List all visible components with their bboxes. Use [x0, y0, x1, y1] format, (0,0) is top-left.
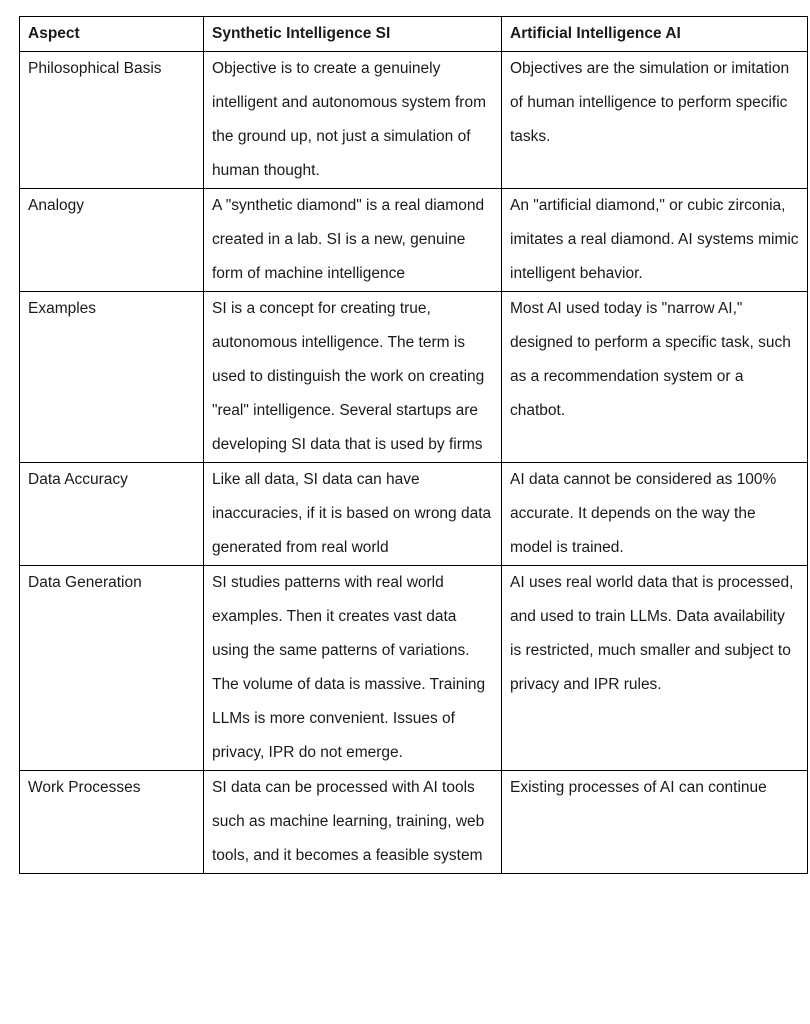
table-header-row — [20, 17, 808, 52]
table-row-analogy — [20, 189, 808, 292]
ai-cell: AI uses real world data that is processed, and used to train LLMs. Data availability is restricted, much smaller and subject to privacy and IPR rules. — [502, 566, 808, 771]
table-row-data-accuracy — [20, 463, 808, 566]
aspect-cell: Work Processes — [20, 771, 204, 874]
ai-cell: Objectives are the simulation or imitation of human intelligence to perform specific tasks. — [502, 52, 808, 189]
aspect-cell: Examples — [20, 292, 204, 463]
si-cell: SI is a concept for creating true, autonomous intelligence. The term is used to distinguish the work on creating "real" intelligence. Several startups are developing SI data that is used by firms — [204, 292, 502, 463]
aspect-cell: Philosophical Basis — [20, 52, 204, 189]
aspect-cell: Data Accuracy — [20, 463, 204, 566]
table-row-work-processes — [20, 771, 808, 874]
table-row-philosophical-basis — [20, 52, 808, 189]
si-cell: Like all data, SI data can have inaccuracies, if it is based on wrong data generated from real world — [204, 463, 502, 566]
si-cell: SI data can be processed with AI tools such as machine learning, training, web tools, and it becomes a feasible system — [204, 771, 502, 874]
ai-cell: Existing processes of AI can continue — [502, 771, 808, 874]
aspect-cell: Data Generation — [20, 566, 204, 771]
table-row-data-generation — [20, 566, 808, 771]
comparison-table — [19, 16, 808, 874]
table-row-examples — [20, 292, 808, 463]
header-aspect: Aspect — [20, 17, 204, 52]
ai-cell: An "artificial diamond," or cubic zirconia, imitates a real diamond. AI systems mimic intelligent behavior. — [502, 189, 808, 292]
aspect-cell: Analogy — [20, 189, 204, 292]
header-artificial-intelligence: Artificial Intelligence AI — [502, 17, 808, 52]
ai-cell: AI data cannot be considered as 100% accurate. It depends on the way the model is trained. — [502, 463, 808, 566]
header-synthetic-intelligence: Synthetic Intelligence SI — [204, 17, 502, 52]
si-cell: Objective is to create a genuinely intelligent and autonomous system from the ground up, not just a simulation of human thought. — [204, 52, 502, 189]
si-cell: SI studies patterns with real world examples. Then it creates vast data using the same patterns of variations. The volume of data is massive. Training LLMs is more convenient. Issues of privacy, IPR do not emerge. — [204, 566, 502, 771]
ai-cell: Most AI used today is "narrow AI," designed to perform a specific task, such as a recommendation system or a chatbot. — [502, 292, 808, 463]
si-cell: A "synthetic diamond" is a real diamond created in a lab. SI is a new, genuine form of machine intelligence — [204, 189, 502, 292]
